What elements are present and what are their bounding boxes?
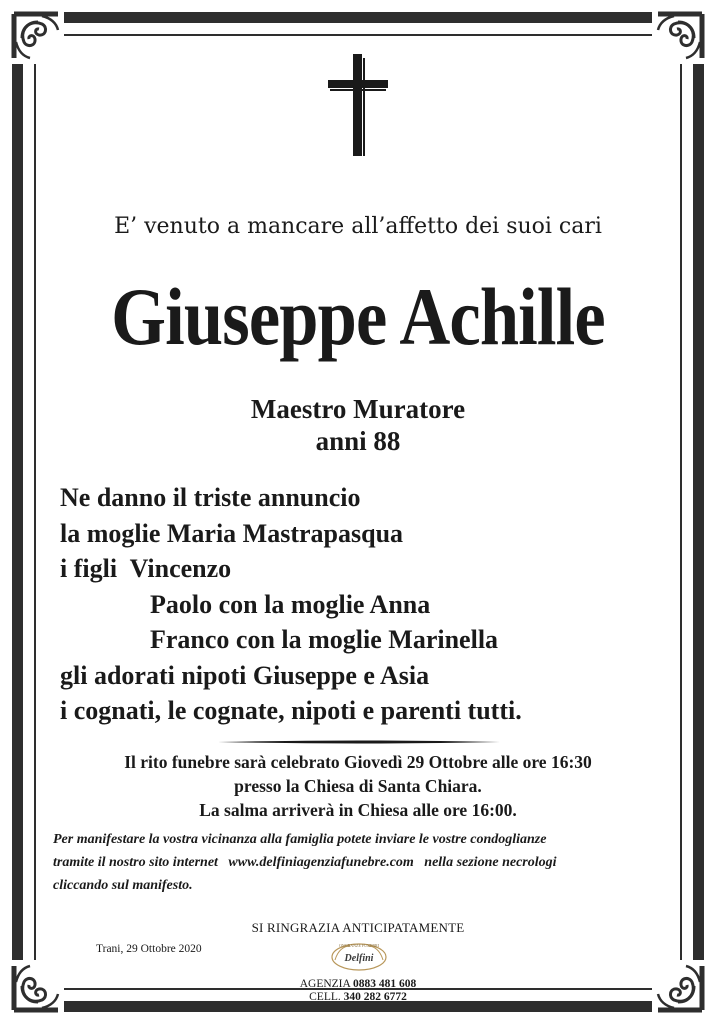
agency-phone-line (0, 978, 716, 991)
rite-line: La salma arriverà in Chiesa alle ore 16:00. (199, 800, 517, 820)
logo-subtext: ONORANZE FUNEBRI (338, 943, 380, 948)
thanks-text: SI RINGRAZIA ANTICIPATAMENTE (251, 920, 465, 935)
announcement-line: Paolo con la moglie Anna (150, 589, 431, 619)
agency-phone-label: AGENZIA (299, 978, 351, 990)
latin-cross-icon (328, 54, 388, 158)
announcement-line: i cognati, le cognate, nipoti e parenti tutti. (60, 696, 522, 725)
announcement-line: i figli Vincenzo (60, 554, 232, 583)
profession: Maestro Muratore (250, 394, 466, 424)
agency-cell-line (0, 991, 716, 1004)
separator-line (218, 729, 500, 733)
note-line: tramite il nostro sito internet www.delfiniagenziafunebre.com nella sezione necrologi (53, 855, 557, 870)
announcement-line: Ne danno il triste annuncio (60, 483, 361, 512)
note-line: Per manifestare la vostra vicinanza alla famiglia potete inviare le vostre condoglianze (53, 832, 547, 847)
intro-text: E’ venuto a mancare all’affetto dei suoi cari (114, 214, 602, 239)
announcement-line: la moglie Maria Mastrapasqua (60, 518, 404, 548)
agency-cell-label: CELL. (309, 991, 341, 1003)
agency-phone: 0883 481 608 (353, 978, 417, 990)
corner-flourish-icon (8, 8, 64, 64)
place-date: Trani, 29 Ottobre 2020 (96, 943, 202, 955)
logo-text: Delfini (344, 953, 374, 964)
agency-logo (330, 938, 388, 972)
funeral-rite-info (0, 750, 716, 822)
announcement-block (60, 480, 680, 729)
note-line: cliccando sul manifesto. (53, 878, 193, 893)
condolence-note (53, 828, 683, 897)
announcement-line: Franco con la moglie Marinella (150, 625, 499, 654)
corner-flourish-icon (652, 8, 708, 64)
announcement-line: gli adorati nipoti Giuseppe e Asia (60, 660, 430, 690)
rite-line: presso la Chiesa di Santa Chiara. (234, 776, 482, 796)
rite-line: Il rito funebre sarà celebrato Giovedì 29 Ottobre alle ore 16:30 (124, 752, 592, 772)
deceased-name: Giuseppe Achille (111, 271, 605, 362)
agency-cell: 340 282 6772 (343, 991, 407, 1003)
age: anni 88 (315, 426, 401, 456)
agency-contacts (0, 978, 716, 1004)
